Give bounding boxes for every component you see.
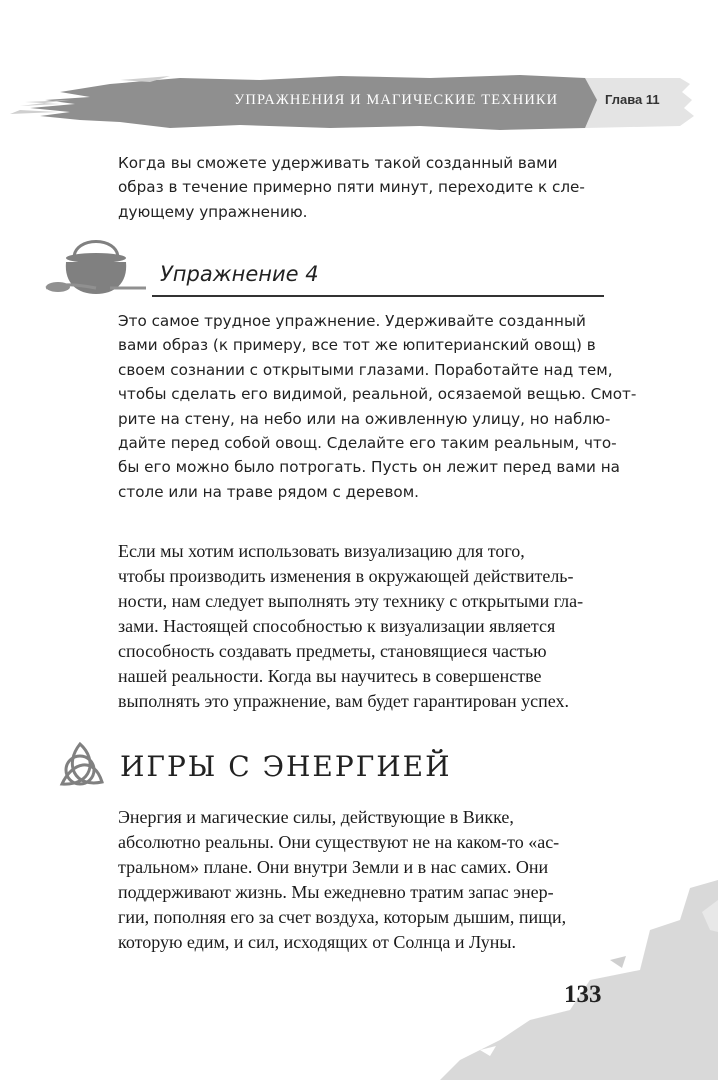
paragraph-line: ности, нам следует выполнять эту технику с открытыми гла- [118,591,584,611]
triquetra-icon [50,740,110,801]
visualization-paragraph [118,539,583,714]
corner-map-decoration [440,860,718,1085]
paragraph-line: абсолютно реальны. Они существуют не на каком-то «ас- [118,832,560,852]
exercise-paragraph [118,309,636,504]
paragraph-line: дайте перед собой овощ. Сделайте его таким реальным, что- [118,434,617,453]
paragraph-line: гии, пополняя его за счет воздуха, которым дышим, пищи, [118,907,567,927]
paragraph-line: способность создавать предметы, становящиеся частью [118,641,547,661]
cauldron-icon [44,228,148,305]
section-title: ИГРЫ С ЭНЕРГИЕЙ [120,750,452,783]
page-number: 133 [564,981,602,1008]
paragraph-line: вами образ (к примеру, все тот же юпитерианский овощ) в [118,336,596,355]
paragraph-line: поддерживают жизнь. Мы ежедневно тратим запас энер- [118,882,554,902]
paragraph-line: которую едим, и сил, исходящих от Солнца и Луны. [118,932,516,952]
heading-rule [152,295,604,297]
paragraph-line: Это самое трудное упражнение. Удерживайте созданный [118,312,586,330]
paragraph-line: тральном» плане. Они внутри Земли и в нас самих. Они [118,857,549,877]
paragraph-line: Энергия и магические силы, действующие в Викке, [118,807,514,827]
paragraph-line: чтобы сделать его видимой, реальной, осязаемой вещью. Смот- [118,385,637,404]
paragraph-line: столе или на траве рядом с деревом. [118,482,420,501]
intro-paragraph [118,151,585,224]
paragraph-line: Когда вы сможете удерживать такой созданный вами [118,154,558,172]
exercise-title: Упражнение 4 [160,262,319,286]
paragraph-line: Если мы хотим использовать визуализацию для того, [118,541,525,561]
paragraph-line: выполнять это упражнение, вам будет гарантирован успех. [118,691,569,711]
paragraph-line: образ в течение примерно пяти минут, переходите к сле- [118,178,585,197]
paragraph-line: чтобы производить изменения в окружающей действитель- [118,566,574,586]
chapter-label: Глава 11 [605,92,660,107]
paragraph-line: рите на стену, на небо или на оживленную улицу, но наблю- [118,409,611,428]
paragraph-line: нашей реальности. Когда вы научитесь в совершенстве [118,666,542,686]
paragraph-line: зами. Настоящей способностью к визуализации является [118,616,556,636]
paragraph-line: дующему упражнению. [118,202,308,221]
paragraph-line: бы его можно было потрогать. Пусть он лежит перед вами на [118,458,620,477]
paragraph-line: своем сознании с открытыми глазами. Поработайте над тем, [118,360,613,379]
header-title: УПРАЖНЕНИЯ И МАГИЧЕСКИЕ ТЕХНИКИ [234,92,559,108]
